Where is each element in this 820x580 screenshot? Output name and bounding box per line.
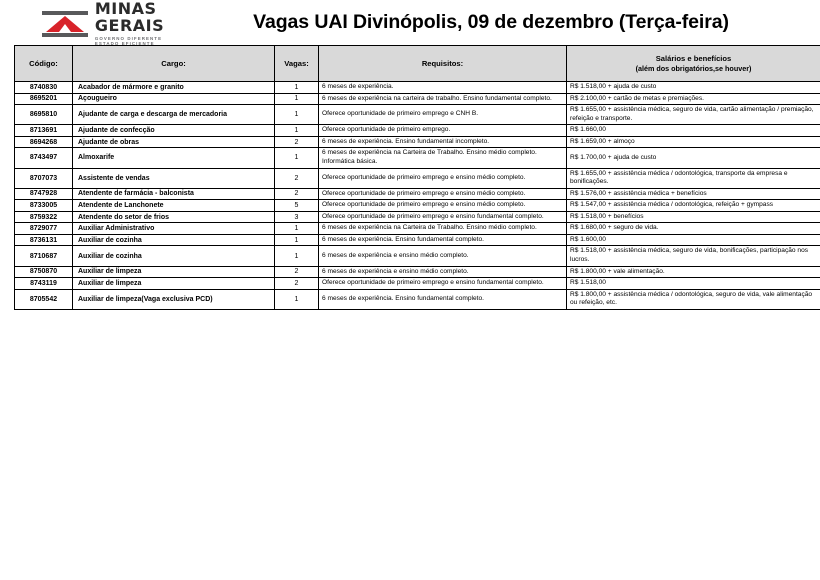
cell-cargo: Ajudante de obras — [73, 136, 275, 148]
cell-vagas: 2 — [275, 168, 319, 188]
column-header-requisitos-label: Requisitos: — [421, 58, 464, 68]
cell-salario: R$ 1.518,00 + ajuda de custo — [567, 82, 820, 94]
cell-cargo: Atendente de farmácia - balconista — [73, 188, 275, 200]
cell-salario: R$ 1.655,00 + assistência médica / odontológica, transporte da empresa e bonificações. — [567, 168, 820, 188]
cell-requisitos: 6 meses de experiência. Ensino fundamental completo. — [319, 289, 567, 309]
column-header-requisitos — [319, 46, 567, 82]
cell-vagas: 1 — [275, 105, 319, 125]
cell-codigo: 8694268 — [15, 136, 73, 148]
cell-salario: R$ 1.680,00 + seguro de vida. — [567, 223, 820, 235]
table-row — [15, 93, 820, 105]
logo-slogan-line-1: GOVERNO DIFERENTE — [94, 35, 163, 41]
cell-codigo: 8710687 — [15, 246, 73, 266]
cell-requisitos: 6 meses de experiência na carteira de trabalho. Ensino fundamental completo. — [319, 93, 567, 105]
cell-cargo: Açougueiro — [73, 93, 275, 105]
cell-vagas: 2 — [275, 278, 319, 290]
table-header-row — [15, 46, 820, 82]
cell-cargo: Auxiliar de cozinha — [73, 246, 275, 266]
cell-requisitos: Oferece oportunidade de primeiro emprego e ensino médio completo. — [319, 168, 567, 188]
cell-salario: R$ 1.547,00 + assistência médica / odontológica, refeição + gympass — [567, 200, 820, 212]
cell-salario: R$ 1.518,00 + benefícios — [567, 211, 820, 223]
cell-cargo: Acabador de mármore e granito — [73, 82, 275, 94]
cell-cargo: Auxiliar de cozinha — [73, 234, 275, 246]
column-header-salarios-label: Salários e benefícios — [655, 54, 732, 64]
logo-band-top — [42, 11, 88, 15]
cell-vagas: 3 — [275, 211, 319, 223]
cell-vagas: 1 — [275, 82, 319, 94]
cell-requisitos: Oferece oportunidade de primeiro emprego e ensino médio completo. — [319, 188, 567, 200]
table-row — [15, 266, 820, 278]
column-header-salarios — [567, 46, 820, 82]
cell-codigo: 8759322 — [15, 211, 73, 223]
cell-cargo: Atendente do setor de frios — [73, 211, 275, 223]
cell-cargo: Auxiliar Administrativo — [73, 223, 275, 235]
cell-requisitos: Oferece oportunidade de primeiro emprego e ensino fundamental completo. — [319, 211, 567, 223]
column-header-cargo — [73, 46, 275, 82]
cell-salario: R$ 1.659,00 + almoço — [567, 136, 820, 148]
cell-salario: R$ 1.800,00 + vale alimentação. — [567, 266, 820, 278]
cell-vagas: 2 — [275, 266, 319, 278]
table-row — [15, 289, 820, 309]
table-row — [15, 82, 820, 94]
table-row — [15, 105, 820, 125]
vacancies-table — [14, 45, 820, 310]
table-row — [15, 188, 820, 200]
cell-codigo: 8707073 — [15, 168, 73, 188]
cell-requisitos: Oferece oportunidade de primeiro emprego e CNH B. — [319, 105, 567, 125]
logo-slogan-line-2: ESTADO EFICIENTE — [94, 41, 155, 46]
cell-cargo: Assistente de vendas — [73, 168, 275, 188]
cell-codigo: 8695201 — [15, 93, 73, 105]
table-row — [15, 148, 820, 168]
cell-salario: R$ 1.576,00 + assistência médica + benefícios — [567, 188, 820, 200]
cell-codigo: 8695810 — [15, 105, 73, 125]
cell-requisitos: 6 meses de experiência. — [319, 82, 567, 94]
cell-requisitos: Oferece oportunidade de primeiro emprego e ensino médio completo. — [319, 200, 567, 212]
cell-salario: R$ 1.518,00 — [567, 278, 820, 290]
cell-vagas: 2 — [275, 136, 319, 148]
logo-line-gerais: GERAIS — [94, 15, 165, 35]
table-row — [15, 223, 820, 235]
minas-gerais-logo — [14, 0, 192, 46]
cell-requisitos: 6 meses de experiência e ensino médio completo. — [319, 266, 567, 278]
table-row — [15, 246, 820, 266]
cell-salario: R$ 1.800,00 + assistência médica / odontológica, seguro de vida, vale alimentação ou refeição, etc. — [567, 289, 820, 309]
cell-vagas: 1 — [275, 125, 319, 137]
logo-triangle-notch — [59, 24, 71, 32]
column-header-salarios-sublabel: (além dos obrigatórios,se houver) — [635, 63, 752, 73]
cell-cargo: Ajudante de confecção — [73, 125, 275, 137]
document-header — [0, 0, 820, 45]
table-row — [15, 234, 820, 246]
cell-requisitos: 6 meses de experiência e ensino médio completo. — [319, 246, 567, 266]
cell-salario: R$ 1.700,00 + ajuda de custo — [567, 148, 820, 168]
cell-codigo: 8736131 — [15, 234, 73, 246]
cell-codigo: 8733005 — [15, 200, 73, 212]
cell-codigo: 8747928 — [15, 188, 73, 200]
cell-vagas: 5 — [275, 200, 319, 212]
cell-vagas: 2 — [275, 188, 319, 200]
column-header-codigo — [15, 46, 73, 82]
table-row — [15, 168, 820, 188]
cell-vagas: 1 — [275, 223, 319, 235]
cell-codigo: 8729077 — [15, 223, 73, 235]
column-header-codigo-label: Código: — [29, 58, 58, 68]
cell-cargo: Auxiliar de limpeza — [73, 266, 275, 278]
cell-salario: R$ 1.655,00 + assistência médica, seguro de vida, cartão alimentação / premiação, refeição e transporte. — [567, 105, 820, 125]
cell-codigo: 8750870 — [15, 266, 73, 278]
cell-vagas: 1 — [275, 246, 319, 266]
cell-cargo: Almoxarife — [73, 148, 275, 168]
table-row — [15, 136, 820, 148]
table-row — [15, 125, 820, 137]
cell-cargo: Auxiliar de limpeza — [73, 278, 275, 290]
table-header — [15, 46, 820, 82]
logo-band-bottom — [42, 33, 88, 37]
mountain-peak-icon — [42, 11, 88, 37]
cell-vagas: 1 — [275, 148, 319, 168]
table-row — [15, 200, 820, 212]
cell-codigo: 8713691 — [15, 125, 73, 137]
cell-requisitos: Oferece oportunidade de primeiro emprego. — [319, 125, 567, 137]
column-header-vagas-label: Vagas: — [284, 58, 309, 68]
cell-codigo: 8743119 — [15, 278, 73, 290]
cell-cargo: Atendente de Lanchonete — [73, 200, 275, 212]
cell-salario: R$ 1.660,00 — [567, 125, 820, 137]
cell-requisitos: 6 meses de experiência. Ensino fundamental completo. — [319, 234, 567, 246]
cell-salario: R$ 2.100,00 + cartão de metas e premiações. — [567, 93, 820, 105]
cell-requisitos: 6 meses de experiência. Ensino fundamental incompleto. — [319, 136, 567, 148]
cell-codigo: 8705542 — [15, 289, 73, 309]
cell-vagas: 1 — [275, 93, 319, 105]
logo-line-minas: MINAS — [94, 0, 157, 18]
cell-requisitos: Oferece oportunidade de primeiro emprego e ensino fundamental completo. — [319, 278, 567, 290]
cell-vagas: 1 — [275, 289, 319, 309]
page-title: Vagas UAI Divinópolis, 09 de dezembro (Terça-feira) — [253, 11, 729, 33]
cell-cargo: Auxiliar de limpeza(Vaga exclusiva PCD) — [73, 289, 275, 309]
cell-requisitos: 6 meses de experiência na Carteira de Trabalho. Ensino médio completo. — [319, 223, 567, 235]
cell-salario: R$ 1.518,00 + assistência médica, seguro de vida, bonificações, participação nos lucros. — [567, 246, 820, 266]
cell-codigo: 8743497 — [15, 148, 73, 168]
column-header-cargo-label: Cargo: — [161, 58, 186, 68]
table-row — [15, 211, 820, 223]
table-row — [15, 278, 820, 290]
table-body — [15, 82, 820, 310]
cell-vagas: 1 — [275, 234, 319, 246]
logo-wordmark — [95, 1, 164, 47]
cell-codigo: 8740830 — [15, 82, 73, 94]
cell-salario: R$ 1.600,00 — [567, 234, 820, 246]
column-header-vagas — [275, 46, 319, 82]
cell-requisitos: 6 meses de experiência na Carteira de Trabalho. Ensino médio completo. Informática básica. — [319, 148, 567, 168]
cell-cargo: Ajudante de carga e descarga de mercadoria — [73, 105, 275, 125]
